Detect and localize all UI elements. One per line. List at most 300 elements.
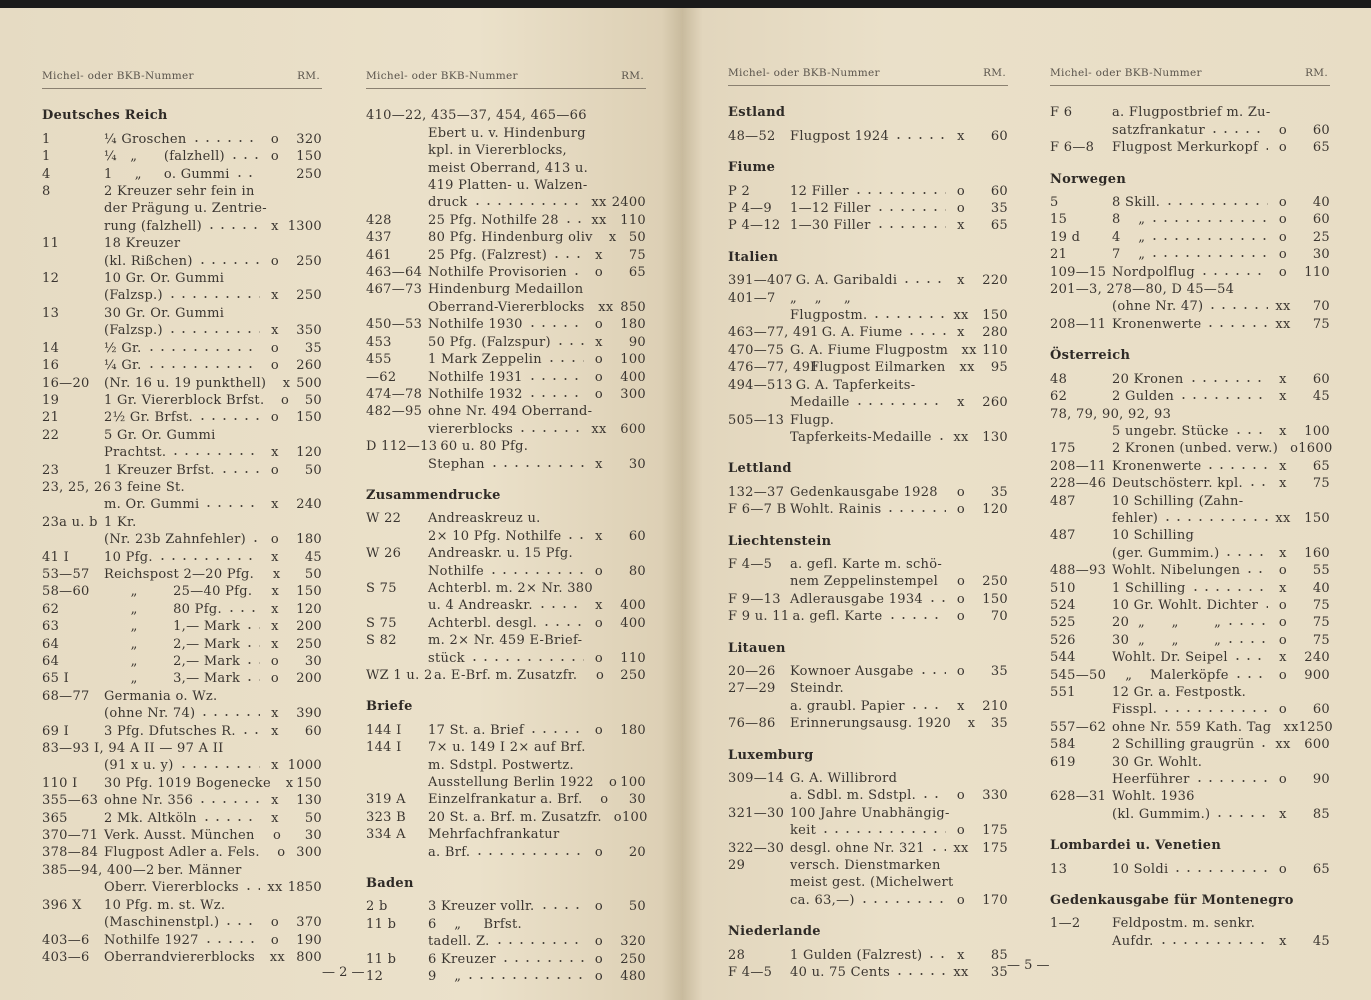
entry-line bbox=[728, 573, 1008, 590]
description-text: Nothilfe 1931 bbox=[428, 369, 523, 385]
price-value: 210 bbox=[982, 698, 1008, 714]
condition-mark: o bbox=[1278, 615, 1288, 631]
description-text: 30 Gr. Or. Gummi bbox=[104, 305, 225, 321]
dot-leader bbox=[563, 214, 584, 224]
price-value: 1300 bbox=[287, 218, 322, 234]
catalog-number: 322—30 bbox=[728, 840, 785, 856]
catalog-entry bbox=[1050, 736, 1330, 753]
dot-leader bbox=[270, 377, 274, 387]
catalog-number: 110 I bbox=[42, 775, 78, 791]
entry-line bbox=[366, 898, 646, 915]
dot-leader bbox=[598, 776, 602, 786]
description-text: 30 Pfg. 1019 Bogenecke bbox=[104, 775, 271, 791]
dot-leader bbox=[199, 707, 260, 717]
entry-line bbox=[1050, 298, 1330, 315]
description-text: u. 4 Andreaskr. bbox=[428, 598, 533, 614]
entry-line bbox=[728, 272, 1008, 289]
catalog-number: 14 bbox=[42, 340, 60, 356]
condition-mark: o bbox=[594, 969, 604, 985]
price-value: 25 bbox=[1312, 229, 1330, 245]
catalog-entry bbox=[42, 514, 322, 549]
description-text: 25 Pfg. Nothilfe 28 bbox=[428, 212, 559, 228]
dot-leader bbox=[226, 603, 260, 613]
description-text: 20 Kronen bbox=[1112, 371, 1184, 387]
catalog-entry bbox=[1050, 406, 1330, 441]
dot-leader bbox=[1275, 721, 1279, 731]
description-text: Kronenwerte bbox=[1112, 316, 1202, 332]
catalog-number: 370—71 bbox=[42, 828, 99, 844]
condition-mark: x bbox=[271, 758, 279, 774]
catalog-entry bbox=[42, 148, 322, 165]
description-text: 10 Soldi bbox=[1112, 861, 1169, 877]
price-column-4 bbox=[1050, 65, 1333, 950]
price-value: 150 bbox=[296, 584, 322, 600]
description-text: Flugpost 1924 bbox=[790, 128, 890, 144]
price-value: 1600 bbox=[1298, 441, 1333, 457]
entry-line bbox=[42, 618, 322, 635]
price-value: 1250 bbox=[1298, 719, 1333, 735]
dot-leader bbox=[488, 565, 584, 575]
catalog-number: 144 I bbox=[366, 722, 402, 738]
condition-mark: x bbox=[957, 325, 965, 341]
description-text: Ebert u. v. Hindenburg bbox=[428, 125, 586, 141]
catalog-entry bbox=[366, 264, 646, 281]
catalog-entry bbox=[728, 324, 1008, 341]
description-text: stück bbox=[428, 650, 465, 666]
dot-leader bbox=[597, 231, 601, 241]
entry-line bbox=[1050, 933, 1330, 950]
dot-leader bbox=[1262, 599, 1268, 609]
price-value: 65 bbox=[1312, 140, 1330, 156]
entry-line bbox=[728, 394, 1008, 411]
condition-mark: x bbox=[1279, 423, 1287, 439]
description-text: ohne Nr. 494 Oberrand- bbox=[428, 404, 593, 420]
description-text: 7× u. 149 I 2× auf Brf. bbox=[428, 740, 586, 756]
price-value: 100 bbox=[621, 809, 648, 825]
entry-line bbox=[366, 299, 646, 316]
description-text: m. Or. Gummi bbox=[104, 497, 200, 513]
description-text: 80 Pfg. Hindenburg oliv bbox=[428, 230, 593, 246]
description-text: meist Oberrand, 413 u. bbox=[428, 160, 589, 176]
catalog-number: P 4—9 bbox=[728, 201, 772, 217]
catalog-entry bbox=[42, 775, 322, 792]
catalog-entry bbox=[42, 183, 322, 235]
description-text: versch. Dienstmarken bbox=[790, 858, 941, 874]
entry-line bbox=[42, 392, 322, 409]
condition-mark: x bbox=[957, 218, 965, 234]
catalog-number: 524 bbox=[1050, 597, 1076, 613]
entry-line bbox=[42, 427, 322, 444]
description-text: Hindenburg Medaillon bbox=[428, 282, 584, 298]
entry-line bbox=[728, 501, 1008, 518]
condition-mark: x bbox=[595, 598, 603, 614]
entry-line bbox=[42, 462, 322, 479]
entry-line bbox=[366, 229, 646, 246]
price-value: 75 bbox=[1312, 615, 1330, 631]
price-value: 190 bbox=[296, 932, 322, 948]
catalog-number: F 6 bbox=[1050, 105, 1073, 121]
catalog-number: 453 bbox=[366, 334, 392, 350]
price-value: 30 bbox=[1312, 247, 1330, 263]
entry-line bbox=[366, 916, 646, 933]
catalog-number: 378—84 bbox=[42, 845, 99, 861]
catalog-entry bbox=[42, 670, 322, 687]
condition-mark: o bbox=[1278, 212, 1288, 228]
catalog-entry bbox=[1050, 194, 1330, 211]
entry-line bbox=[1050, 475, 1330, 492]
catalog-number: 428 bbox=[366, 212, 392, 228]
column-header bbox=[1050, 65, 1330, 86]
condition-mark: x bbox=[967, 716, 976, 732]
catalog-number: 11 bbox=[42, 236, 60, 252]
description-text: 9 „ bbox=[428, 969, 462, 985]
description-text: 1 Gulden (Falzrest) bbox=[790, 947, 923, 963]
description-text: Einzelfrankatur a. Brf. bbox=[428, 792, 583, 808]
entry-line bbox=[1050, 281, 1330, 298]
catalog-entry bbox=[42, 131, 322, 148]
entry-line bbox=[366, 160, 646, 177]
catalog-entry bbox=[1050, 316, 1330, 333]
price-value: 390 bbox=[296, 706, 322, 722]
price-value: 250 bbox=[620, 668, 646, 683]
section-title: Niederlande bbox=[728, 924, 821, 940]
country-section bbox=[1050, 171, 1330, 334]
catalog-entry bbox=[1050, 632, 1330, 649]
description-text: ohne Nr. 356 bbox=[104, 793, 194, 809]
description-text: 2 Kreuzer sehr fein in bbox=[104, 184, 255, 200]
catalog-entry bbox=[1050, 667, 1330, 684]
condition-mark: x bbox=[1279, 806, 1287, 822]
condition-mark: o bbox=[600, 792, 609, 808]
entry-line bbox=[1050, 771, 1330, 788]
catalog-entry bbox=[1050, 104, 1330, 139]
section-title: Luxemburg bbox=[728, 747, 814, 763]
dot-leader bbox=[1149, 213, 1268, 223]
condition-mark: o bbox=[594, 934, 604, 950]
condition-mark: x bbox=[1279, 650, 1287, 666]
dot-leader bbox=[223, 916, 260, 926]
catalog-number: 48—52 bbox=[728, 128, 776, 144]
entry-line bbox=[366, 563, 646, 580]
description-text: desgl. ohne Nr. 321 bbox=[790, 840, 925, 856]
entry-line bbox=[728, 874, 1008, 891]
entry-line bbox=[1050, 264, 1330, 281]
catalog-number: 1 bbox=[42, 131, 51, 147]
condition-mark: x bbox=[1279, 389, 1287, 405]
dot-leader bbox=[203, 934, 260, 944]
entry-line bbox=[366, 757, 646, 774]
condition-mark: o bbox=[270, 532, 280, 548]
description-text: 2 Gulden bbox=[1112, 389, 1175, 405]
price-value: 2400 bbox=[611, 195, 646, 211]
catalog-number: 401—7 bbox=[728, 290, 776, 306]
country-section bbox=[366, 698, 646, 861]
catalog-number: 5 bbox=[1050, 195, 1059, 211]
description-text: (Falzsp.) bbox=[104, 288, 163, 304]
condition-mark: o bbox=[594, 369, 604, 385]
price-value: 250 bbox=[296, 636, 322, 652]
catalog-entry bbox=[366, 351, 646, 368]
entry-line bbox=[1050, 246, 1330, 263]
catalog-number: 450—53 bbox=[366, 317, 423, 333]
catalog-number: 68—77 bbox=[42, 688, 90, 704]
catalog-number: 323 B bbox=[366, 809, 406, 825]
catalog-number: 48 bbox=[1050, 371, 1068, 387]
description-text: 17 St. a. Brief bbox=[428, 722, 525, 738]
condition-mark: xx bbox=[1275, 299, 1291, 315]
dot-leader bbox=[203, 498, 260, 508]
country-section bbox=[728, 249, 1008, 446]
entry-line bbox=[1050, 719, 1333, 736]
condition-mark: x bbox=[271, 497, 279, 513]
section-title: Liechtenstein bbox=[728, 533, 832, 549]
description-text: ¼ Groschen bbox=[104, 131, 187, 147]
entry-line bbox=[1050, 788, 1330, 805]
entry-line bbox=[42, 270, 322, 287]
catalog-number: 83—93 I, 94 A II — 97 A II bbox=[42, 741, 224, 757]
catalog-entry bbox=[1050, 371, 1330, 388]
condition-mark: xx bbox=[953, 429, 969, 445]
entry-line bbox=[1050, 139, 1330, 156]
condition-mark: o bbox=[1278, 772, 1288, 788]
entry-line bbox=[728, 591, 1008, 608]
entry-line bbox=[42, 583, 322, 600]
dot-leader bbox=[197, 794, 260, 804]
section-title: Deutsches Reich bbox=[42, 108, 168, 124]
catalog-entry bbox=[42, 740, 322, 775]
catalog-number: 526 bbox=[1050, 632, 1076, 648]
dot-leader bbox=[942, 575, 946, 585]
dot-leader bbox=[469, 652, 584, 662]
dot-leader bbox=[1164, 196, 1268, 206]
catalog-entry bbox=[366, 212, 646, 229]
description-text: Deutschösterr. kpl. bbox=[1112, 476, 1243, 492]
catalog-number: 487 bbox=[1050, 493, 1076, 509]
catalog-number: 11 b bbox=[366, 951, 397, 967]
description-text: 12 Filler bbox=[790, 183, 849, 199]
description-text: 1—12 Filler bbox=[790, 201, 871, 217]
entry-line bbox=[366, 809, 646, 826]
catalog-number: 2 b bbox=[366, 899, 388, 915]
description-text: meist gest. (Michelwert bbox=[790, 875, 954, 891]
description-text: 30 „ „ „ bbox=[1112, 632, 1222, 648]
catalog-entry bbox=[42, 688, 322, 723]
entry-line bbox=[366, 281, 646, 298]
description-text: 25 Pfg. (Falzrest) bbox=[428, 247, 548, 263]
price-value: 30 bbox=[304, 654, 322, 669]
description-text: 50 Pfg. (Falzspur) bbox=[428, 334, 551, 350]
description-text: 60 u. 80 Pfg. bbox=[440, 439, 529, 455]
catalog-entry bbox=[366, 739, 646, 791]
catalog-entry bbox=[1050, 388, 1330, 405]
entry-line bbox=[42, 409, 322, 426]
description-text: Stephan bbox=[428, 456, 485, 472]
catalog-entry bbox=[1050, 915, 1330, 950]
condition-mark: xx bbox=[267, 880, 283, 896]
catalog-number: 1—2 bbox=[1050, 916, 1081, 932]
condition-mark: o bbox=[594, 722, 604, 738]
entry-line bbox=[366, 650, 646, 667]
price-value: 50 bbox=[304, 462, 322, 478]
description-text: a. gefl. Karte bbox=[792, 609, 883, 625]
description-text: Aufdr. bbox=[1112, 933, 1154, 949]
catalog-entry bbox=[728, 200, 1008, 217]
dot-leader bbox=[1194, 773, 1268, 783]
condition-mark: x bbox=[271, 810, 279, 826]
price-value: 150 bbox=[982, 591, 1008, 607]
entry-line bbox=[728, 663, 1008, 680]
dot-leader bbox=[859, 894, 946, 904]
entry-line bbox=[42, 496, 322, 513]
condition-mark: o bbox=[1278, 702, 1288, 718]
condition-mark: o bbox=[270, 253, 280, 269]
catalog-entry bbox=[1050, 614, 1330, 631]
condition-mark: o bbox=[270, 410, 280, 426]
description-text: 1 Mark Zeppelin bbox=[428, 352, 542, 368]
catalog-entry bbox=[42, 479, 322, 514]
catalog-number: 12 bbox=[42, 271, 60, 287]
dot-leader bbox=[1190, 582, 1268, 592]
description-text: G. A. Fiume bbox=[821, 325, 903, 341]
catalog-number: 482—95 bbox=[366, 404, 423, 420]
condition-mark: x bbox=[1279, 476, 1287, 492]
catalog-entry bbox=[366, 898, 646, 915]
description-text: 2½ Gr. Brfst. bbox=[104, 410, 193, 426]
page-number-left: — 2 — bbox=[322, 965, 365, 980]
price-value: 130 bbox=[982, 429, 1008, 445]
price-value: 175 bbox=[982, 823, 1008, 839]
description-text: „ 2,— Mark bbox=[104, 636, 241, 652]
price-value: 65 bbox=[990, 218, 1008, 234]
catalog-number: W 26 bbox=[366, 546, 402, 562]
condition-mark: o bbox=[280, 392, 290, 408]
condition-mark: o bbox=[277, 845, 286, 861]
catalog-entry bbox=[1050, 475, 1330, 492]
entry-line bbox=[42, 531, 322, 548]
dot-leader bbox=[178, 759, 260, 769]
entry-line bbox=[1050, 122, 1330, 139]
price-value: 35 bbox=[990, 484, 1008, 500]
description-text: 8 Skill. bbox=[1112, 195, 1161, 211]
price-value: 30 bbox=[304, 828, 322, 844]
dot-leader bbox=[197, 255, 260, 265]
price-value: 40 bbox=[1312, 580, 1330, 596]
condition-mark: o bbox=[956, 201, 966, 217]
description-text: satzfrankatur bbox=[1112, 122, 1205, 138]
catalog-number: 410—22, 435—37, 454, 465—66 bbox=[366, 108, 587, 124]
price-value: 30 bbox=[628, 792, 646, 808]
price-value: 120 bbox=[296, 601, 322, 617]
dot-leader bbox=[1161, 703, 1268, 713]
catalog-number: 64 bbox=[42, 654, 60, 669]
condition-mark: xx bbox=[1275, 737, 1291, 753]
dot-leader bbox=[541, 617, 584, 627]
condition-mark: o bbox=[594, 615, 604, 631]
catalog-entry bbox=[42, 566, 322, 583]
entry-line bbox=[728, 787, 1008, 804]
entry-line bbox=[42, 357, 322, 374]
catalog-entry bbox=[366, 632, 646, 667]
dot-leader bbox=[1205, 318, 1268, 328]
entry-line bbox=[1050, 915, 1330, 932]
description-text: 6 Kreuzer bbox=[428, 951, 496, 967]
entry-line bbox=[42, 949, 322, 966]
catalog-entry bbox=[42, 583, 322, 600]
entry-line bbox=[728, 680, 1008, 697]
dot-leader bbox=[234, 168, 260, 178]
catalog-entry bbox=[366, 722, 646, 739]
condition-mark: x bbox=[271, 601, 279, 617]
dot-leader bbox=[1162, 512, 1268, 522]
entry-line bbox=[728, 698, 1008, 715]
header-number-label: Michel- oder BKB-Nummer bbox=[366, 70, 518, 82]
entry-line bbox=[366, 791, 646, 808]
entry-line bbox=[728, 128, 1008, 145]
dot-leader bbox=[157, 551, 260, 561]
description-text: Wohlt. 1936 bbox=[1112, 789, 1195, 805]
entry-line bbox=[42, 653, 322, 670]
price-value: 240 bbox=[1304, 650, 1330, 666]
entry-line bbox=[366, 334, 646, 351]
description-text: 10 Gr. Wohlt. Dichter bbox=[1112, 597, 1259, 613]
entry-line bbox=[1050, 861, 1330, 878]
condition-mark: o bbox=[613, 809, 622, 825]
price-value: 200 bbox=[296, 671, 322, 687]
condition-mark: x bbox=[957, 698, 965, 714]
country-section bbox=[728, 747, 1008, 910]
condition-mark: o bbox=[956, 892, 966, 908]
dot-leader bbox=[571, 266, 584, 276]
section-title: Norwegen bbox=[1050, 171, 1127, 187]
entry-line bbox=[366, 615, 646, 632]
condition-mark: o bbox=[1278, 229, 1288, 245]
condition-mark: x bbox=[271, 793, 279, 809]
condition-mark: x bbox=[272, 566, 281, 582]
entry-line bbox=[42, 688, 322, 705]
catalog-entry bbox=[728, 591, 1008, 608]
catalog-number: 76—86 bbox=[728, 716, 776, 732]
catalog-entry bbox=[1050, 493, 1330, 528]
header-currency-label: RM. bbox=[297, 70, 320, 82]
price-value: 110 bbox=[1304, 264, 1330, 280]
entry-line bbox=[1050, 406, 1330, 423]
catalog-entry bbox=[728, 359, 1008, 376]
price-value: 150 bbox=[1304, 510, 1330, 526]
catalog-number: 63 bbox=[42, 619, 60, 635]
entry-line bbox=[42, 862, 322, 879]
entry-line bbox=[366, 351, 646, 368]
catalog-number: 403—6 bbox=[42, 949, 90, 965]
entry-line bbox=[728, 342, 1008, 359]
entry-line bbox=[1050, 597, 1330, 614]
description-text: Nothilfe Provisorien bbox=[428, 265, 567, 281]
description-text: 3 feine St. bbox=[114, 479, 185, 495]
catalog-number: 20—26 bbox=[728, 663, 776, 679]
entry-line bbox=[42, 757, 322, 774]
description-text: 419 Platten- u. Walzen- bbox=[428, 178, 588, 194]
entry-line bbox=[1050, 440, 1333, 457]
header-number-label: Michel- oder BKB-Nummer bbox=[1050, 67, 1202, 79]
entry-line bbox=[42, 444, 322, 461]
catalog-entry bbox=[42, 653, 322, 670]
entry-line bbox=[42, 549, 322, 566]
catalog-entry bbox=[1050, 229, 1330, 246]
dot-leader bbox=[871, 309, 946, 319]
catalog-number: 13 bbox=[1050, 861, 1068, 877]
price-value: 35 bbox=[990, 201, 1008, 217]
entry-line bbox=[42, 636, 322, 653]
entry-line bbox=[366, 212, 646, 229]
